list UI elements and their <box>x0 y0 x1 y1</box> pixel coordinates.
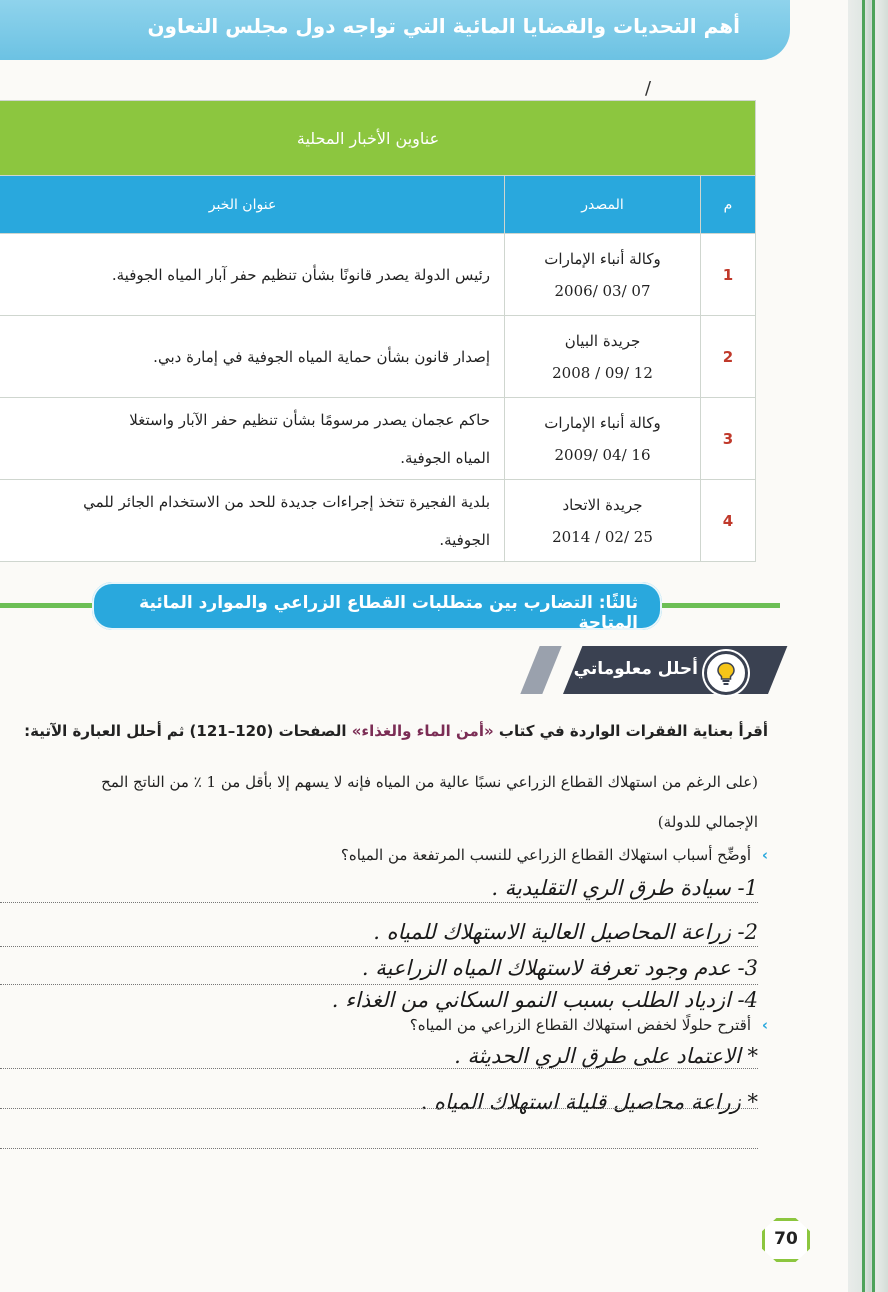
row-number: 1 <box>701 234 756 316</box>
answer-1-2: 2- زراعة المحاصيل العالية الاستهلاك للمياه . <box>373 920 758 944</box>
page-edge-stripe <box>862 0 865 1292</box>
answer-2-2: * زراعة محاصيل قليلة استهلاك المياه . <box>420 1090 758 1114</box>
page-number-badge <box>762 1218 810 1262</box>
instruction-part1: أقرأ بعناية الفقرات الواردة في كتاب <box>498 722 768 740</box>
quote-line-1: (على الرغم من استهلاك القطاع الزراعي نسبًا عالية من المياه فإنه لا يسهم إلا بأقل من 1 ٪ من الناتج المح <box>101 773 758 791</box>
instruction-book: «أمن الماء والغذاء» <box>351 722 494 740</box>
answer-line <box>0 1108 758 1109</box>
headline-line: حاكم عجمان يصدر مرسومًا بشأن تنظيم حفر الآبار واستغلا <box>129 410 491 429</box>
row-source <box>505 480 701 562</box>
quote-paragraph <box>0 762 758 842</box>
source-date: 2009/ 04/ 16 <box>554 445 651 464</box>
chapter-title: أهم التحديات والقضايا المائية التي تواجه دول مجلس التعاون <box>147 14 740 38</box>
chapter-header <box>0 0 790 60</box>
headline-line-2: المياه الجوفية. <box>400 448 491 467</box>
answer-1-4: 4- ازدياد الطلب بسبب النمو السكاني من الغذاء . <box>331 988 758 1012</box>
table-caption: عناوين الأخبار المحلية <box>0 101 756 176</box>
row-number: 3 <box>701 398 756 480</box>
answer-2-1: * الاعتماد على طرق الري الحديثة . <box>454 1044 758 1068</box>
page-number: 70 <box>774 1229 798 1249</box>
source-date: 2014 / 02/ 25 <box>552 527 653 546</box>
chevron-icon: › <box>761 846 768 864</box>
section-heading <box>92 582 662 633</box>
answer-1-1: 1- سيادة طرق الري التقليدية . <box>491 876 758 900</box>
headline-line: إصدار قانون بشأن حماية المياه الجوفية في إمارة دبي. <box>153 347 491 366</box>
page-edge-stripe <box>872 0 875 1292</box>
table-row <box>0 480 756 562</box>
chevron-icon: › <box>761 1016 768 1034</box>
row-source <box>505 234 701 316</box>
row-number: 4 <box>701 480 756 562</box>
source-date: 2008 / 09/ 12 <box>552 363 653 382</box>
header-headline: عنوان الخبر <box>0 176 505 234</box>
header-num: م <box>701 176 756 234</box>
row-headline <box>0 480 505 562</box>
headline-line-2: الجوفية. <box>439 530 491 549</box>
lightbulb-icon <box>704 651 748 695</box>
question-2-text: أقترح حلولًا لخفض استهلاك القطاع الزراعي من المياه؟ <box>409 1016 752 1034</box>
tag-stripe <box>520 646 561 694</box>
source-name: وكالة أنباء الإمارات <box>544 249 661 268</box>
row-headline <box>0 316 505 398</box>
question-1 <box>341 846 768 864</box>
analyze-label: أحلل معلوماتي <box>573 659 698 679</box>
table-row <box>0 316 756 398</box>
row-source <box>505 398 701 480</box>
table-caption-row <box>0 101 756 176</box>
answer-line <box>0 984 758 985</box>
headline-line: رئيس الدولة يصدر قانونًا بشأن تنظيم حفر آبار المياه الجوفية. <box>111 265 491 284</box>
answer-line <box>0 902 758 903</box>
answer-line <box>0 1068 758 1069</box>
headline-line: بلدية الفجيرة تتخذ إجراءات جديدة للحد من الاستخدام الجائر للمي <box>83 492 491 511</box>
row-number: 2 <box>701 316 756 398</box>
pen-mark: / <box>645 78 652 99</box>
source-name: جريدة البيان <box>564 331 641 350</box>
table-row <box>0 398 756 480</box>
instruction-part2: الصفحات (120–121) ثم أحلل العبارة الآتية: <box>24 722 347 740</box>
source-name: جريدة الاتحاد <box>562 495 643 514</box>
table-header-row <box>0 176 756 234</box>
row-source <box>505 316 701 398</box>
answer-line <box>0 946 758 947</box>
page-edge <box>848 0 888 1292</box>
header-source: المصدر <box>505 176 701 234</box>
row-headline <box>0 234 505 316</box>
source-name: وكالة أنباء الإمارات <box>544 413 661 432</box>
answer-line <box>0 1148 758 1149</box>
question-1-text: أوضِّح أسباب استهلاك القطاع الزراعي للنسب المرتفعة من المياه؟ <box>340 846 752 864</box>
source-date: 2006/ 03/ 07 <box>554 281 651 300</box>
quote-line-2: الإجمالي للدولة) <box>657 813 758 831</box>
question-2 <box>410 1016 768 1034</box>
section-title: ثالثًا: التضارب بين متطلبات القطاع الزراعي والموارد المائية المتاحة <box>139 593 638 633</box>
row-headline <box>0 398 505 480</box>
analyze-tag <box>530 646 768 696</box>
news-table <box>0 100 756 562</box>
answer-1-3: 3- عدم وجود تعرفة لاستهلاك المياه الزراعية . <box>361 956 758 980</box>
reading-instruction <box>8 722 768 740</box>
table-row <box>0 234 756 316</box>
